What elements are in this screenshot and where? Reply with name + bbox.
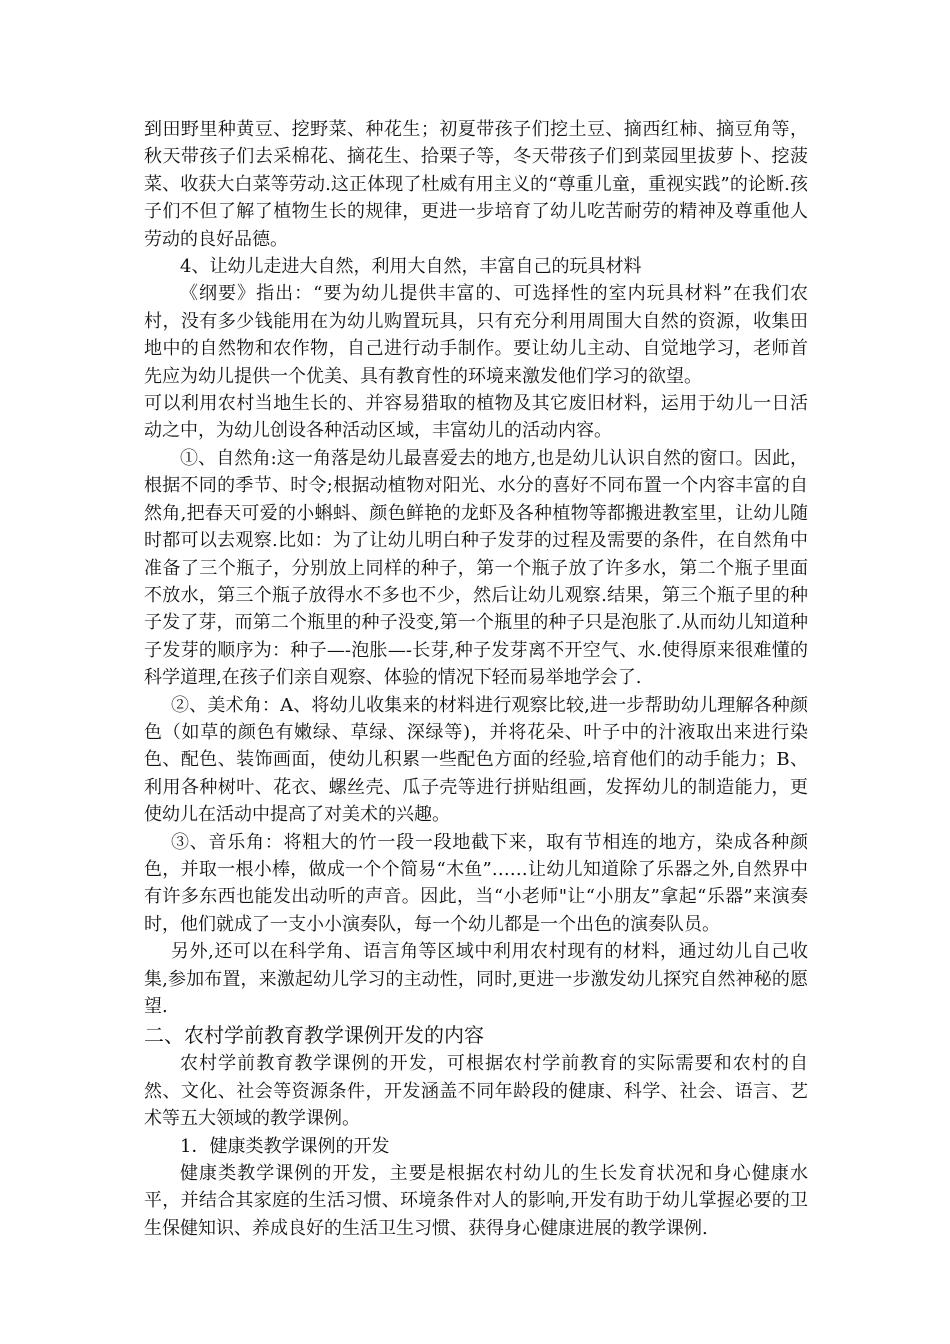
paragraph-health-courses: 健康类教学课例的开发，主要是根据农村幼儿的生长发育状况和身心健康水平，并结合其家庭的生活习惯、环境条件对人的影响,开发有助于幼儿掌握必要的卫生保健知识、养成良好的生活卫生习惯、获得身心健康进展的教学课例. [144, 1163, 808, 1239]
paragraph-local-materials: 可以利用农村当地生长的、并容易猎取的植物及其它废旧材料，运用于幼儿一日活动之中，为幼儿创设各种活动区域，丰富幼儿的活动内容。 [144, 393, 808, 442]
paragraph-course-development: 农村学前教育教学课例的开发，可根据农村学前教育的实际需要和农村的自然、文化、社会等资源条件，开发涵盖不同年龄段的健康、科学、社会、语言、艺术等五大领域的教学课例。 [144, 1053, 808, 1130]
paragraph-other-areas: 另外,还可以在科学角、语言角等区域中利用农村现有的材料，通过幼儿自己收集,参加布置，来激起幼儿学习的主动性，同时,更进一步激发幼儿探究自然神秘的愿望. [144, 941, 808, 1017]
chapter-heading-course-content: 二、农村学前教育教学课例开发的内容 [144, 1023, 484, 1048]
paragraph-farm-labor: 到田野里种黄豆、挖野菜、种花生；初夏带孩子们挖土豆、摘西红柿、摘豆角等，秋天带孩子们去采棉花、摘花生、拾栗子等，冬天带孩子们到菜园里拔萝卜、挖菠菜、收获大白菜等劳动.这正体现了杜威有用主义的“尊重儿童，重视实践”的论断.孩子们不但了解了植物生长的规律，更进一步培育了幼儿吃苦耐劳的精神及尊重他人劳动的良好品德。 [144, 119, 808, 250]
document-page [144, 116, 808, 1242]
paragraph-art-corner: ②、美术角：A、将幼儿收集来的材料进行观察比较,进一步帮助幼儿理解各种颜色（如草的颜色有嫩绿、草绿、深绿等)，并将花朵、叶子中的汁液取出来进行染色、配色、装饰画面，使幼儿积累一些配色方面的经验,培育他们的动手能力；B、利用各种树叶、花衣、螺丝壳、瓜子壳等进行拼贴组画，发挥幼儿的制造能力，更使幼儿在活动中提高了对美术的兴趣。 [144, 694, 808, 826]
section-heading-nature-toys: 4、让幼儿走进大自然，利用大自然，丰富自己的玩具材料 [180, 256, 642, 278]
section-heading-health-courses: 1．健康类教学课例的开发 [180, 1135, 390, 1157]
paragraph-music-corner: ③、音乐角：将粗大的竹一段一段地截下来，取有节相连的地方，染成各种颜色，并取一根小棒，做成一个个简易“木鱼”……让幼儿知道除了乐器之外,自然界中有许多东西也能发出动听的声音。因此，当“小老师"让“小朋友”拿起“乐器”来演奏时，他们就成了一支小小演奏队，每一个幼儿都是一个出色的演奏队员。 [144, 831, 808, 935]
paragraph-guideline-quote: 《纲要》指出：“要为幼儿提供丰富的、可选择性的室内玩具材料”在我们农村，没有多少钱能用在为幼儿购置玩具，只有充分利用周围大自然的资源，收集田地中的自然物和农作物，自己进行动手制作。要让幼儿主动、自觉地学习，老师首先应为幼儿提供一个优美、具有教育性的环境来激发他们学习的欲望。 [144, 283, 808, 387]
paragraph-nature-corner: ①、自然角:这一角落是幼儿最喜爱去的地方,也是幼儿认识自然的窗口。因此，根据不同的季节、时令;根据动植物对阳光、水分的喜好不同布置一个内容丰富的自然角,把春天可爱的小蝌蚪、颜色鲜艳的龙虾及各种植物等都搬进教室里，让幼儿随时都可以去观察.比如：为了让幼儿明白种子发芽的过程及需要的条件，在自然角中准备了三个瓶子，分别放上同样的种子，第一个瓶子放了许多水，第二个瓶子里面不放水，第三个瓶子放得水不多也不少，然后让幼儿观察.结果，第三个瓶子里的种子发了芽，而第二个瓶里的种子没变,第一个瓶里的种子只是泡胀了.从而幼儿知道种子发芽的顺序为：种子—-泡胀—-长芽,种子发芽离不开空气、水.使得原来很难懂的科学道理,在孩子们亲自观察、体验的情况下轻而易举地学会了. [144, 447, 808, 689]
